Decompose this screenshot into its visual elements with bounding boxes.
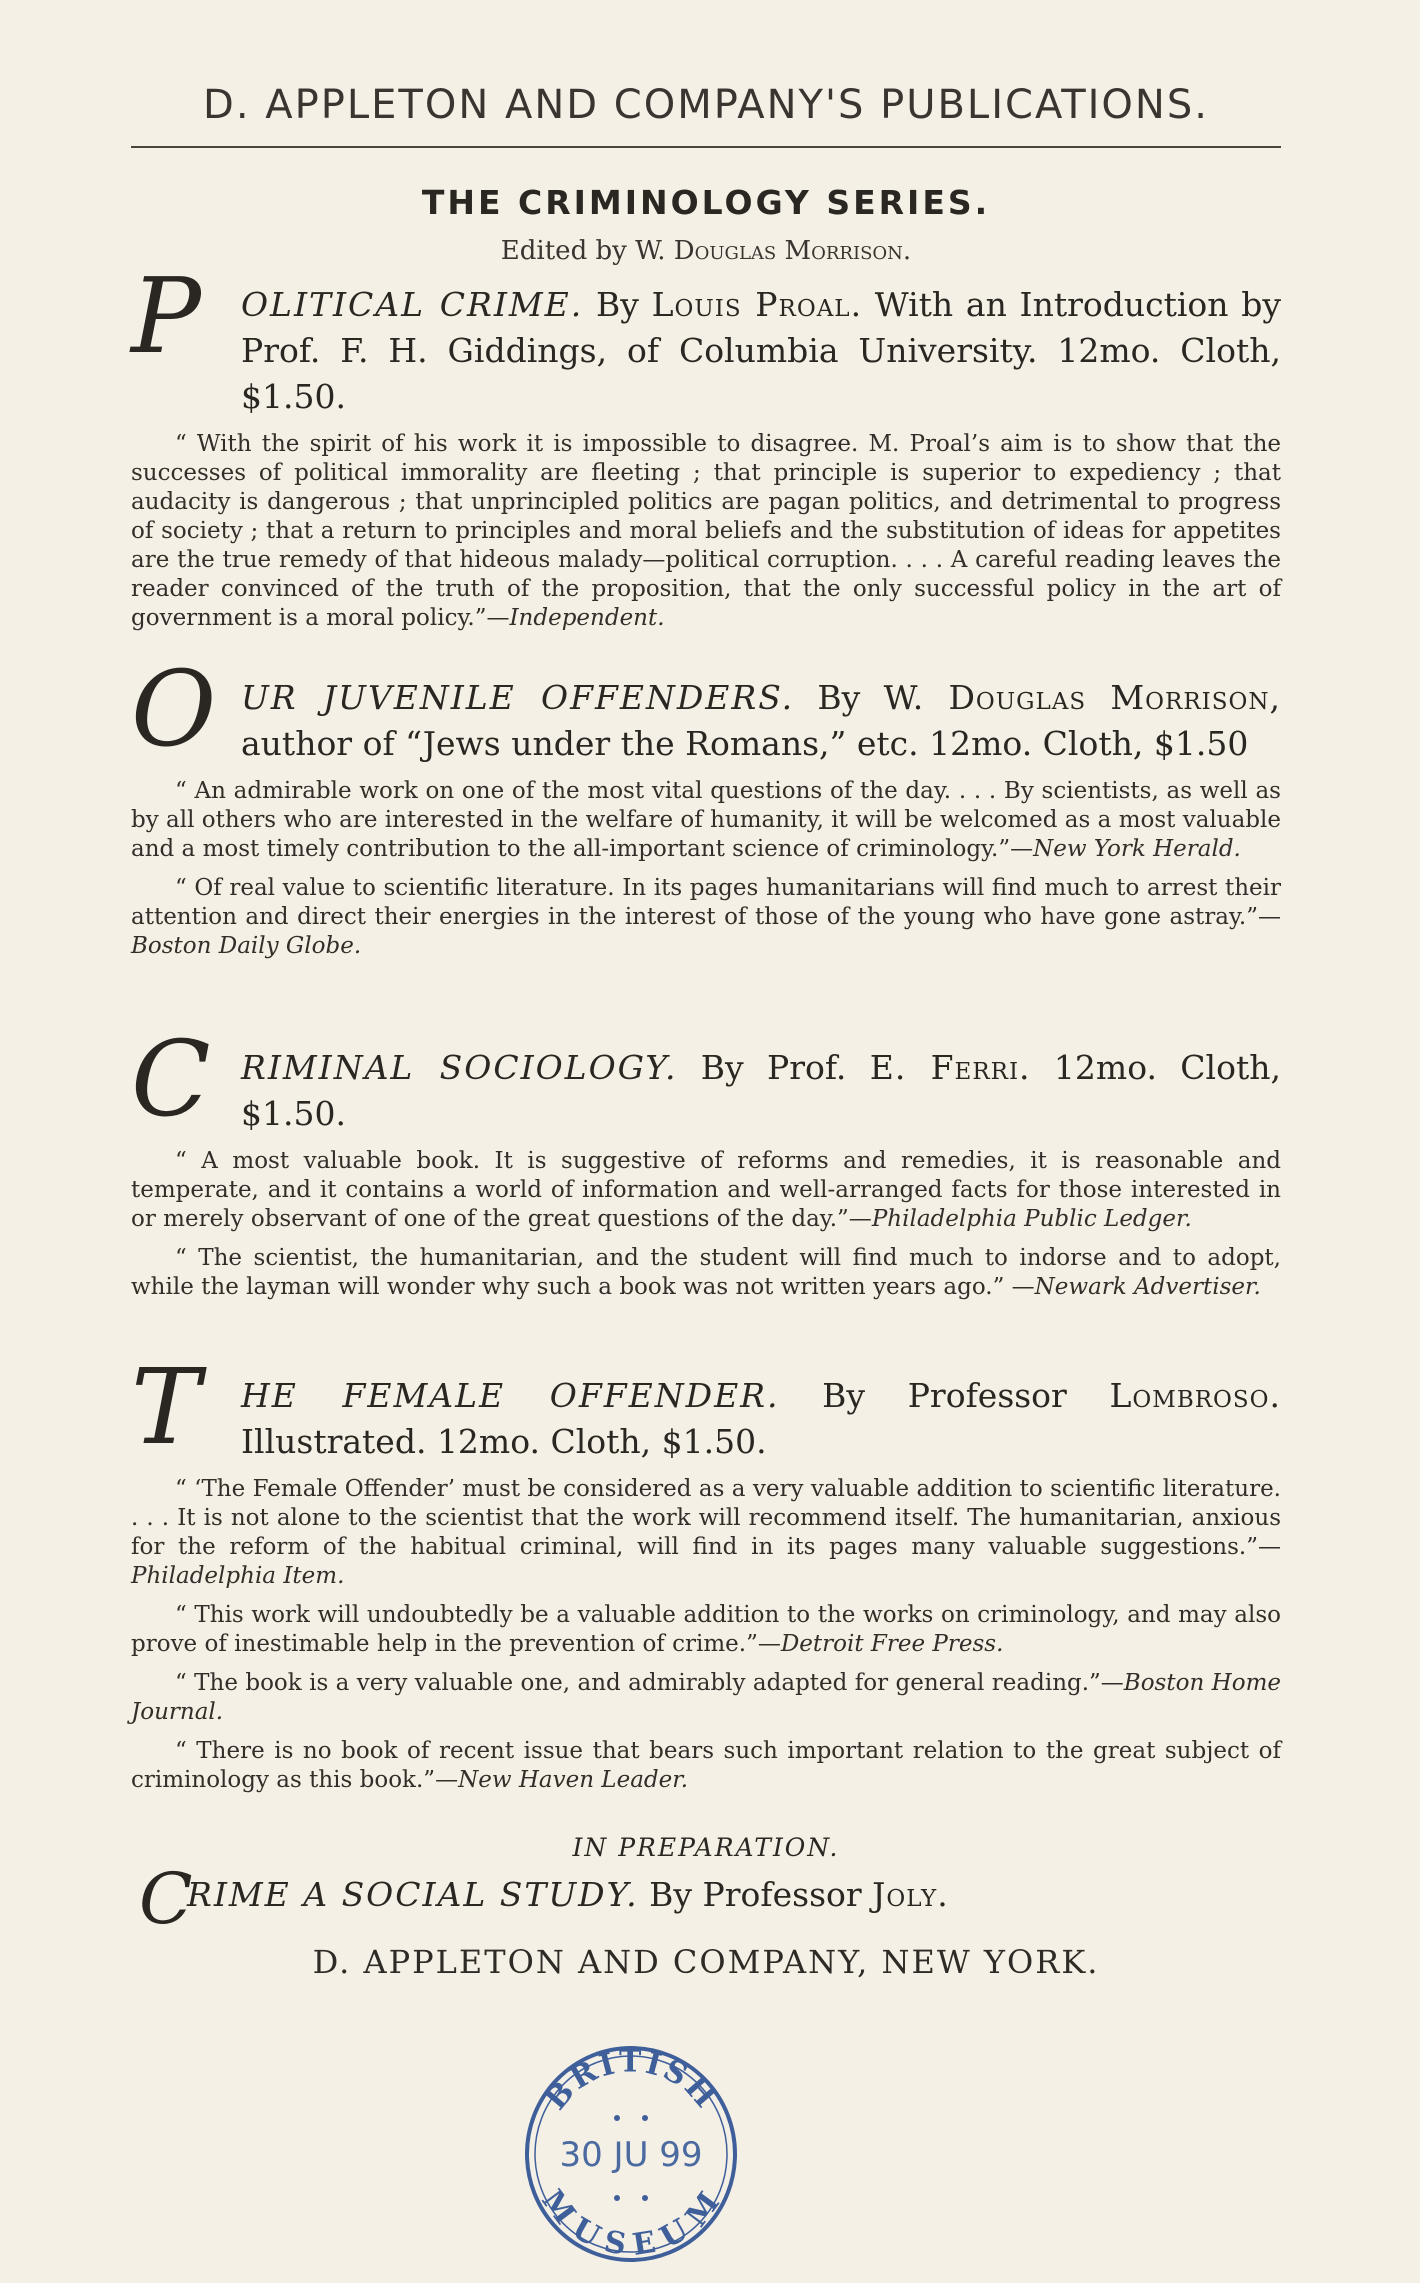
book-title: RIMINAL SOCIOLOGY. bbox=[241, 1048, 678, 1087]
entry-heading bbox=[131, 282, 1281, 420]
drop-cap: C bbox=[139, 1858, 193, 1940]
quote-source: Boston Daily Globe. bbox=[131, 933, 362, 959]
book-author: Joly. bbox=[872, 1875, 949, 1914]
drop-cap: O bbox=[131, 648, 217, 770]
quote-text: “ This work will undoubtedly be a valuable addition to the works on criminology, and may also prove of inestimable help in the prevention of crime.”— bbox=[131, 1602, 1281, 1657]
review-quote bbox=[131, 1737, 1281, 1795]
book-title: OLITICAL CRIME. bbox=[241, 285, 584, 324]
review-quote bbox=[131, 1601, 1281, 1659]
review-quote bbox=[131, 1147, 1281, 1234]
stamp-dot bbox=[642, 2195, 648, 2201]
review-quote bbox=[131, 874, 1281, 961]
publisher-footer: D. APPLETON AND COMPANY, NEW YORK. bbox=[312, 1943, 1100, 1981]
editor-name: W. Douglas Morrison. bbox=[635, 236, 912, 266]
quote-text: “ With the spirit of his work it is impossible to disagree. M. Proal’s aim is to show that the successes of political immorality are fleeting ; that principle is superior to expediency ; that audacity is dangerous ; that unprincipled politics are pagan politics, and detrimental to progress of society ; that a return to principles and moral beliefs and the substitution of ideas for appetites are the true remedy of that hideous malady—political corruption. . . . A careful reading leaves the reader convinced of the truth of the proposition, that the only successful policy in the art of government is a moral policy.”— bbox=[131, 431, 1281, 631]
quote-source: Newark Advertiser. bbox=[1034, 1274, 1261, 1300]
entry-heading bbox=[131, 1045, 1281, 1137]
quote-source: Boston Home Journal. bbox=[131, 1670, 1281, 1725]
entry-heading bbox=[131, 675, 1281, 767]
book-title: RIME A SOCIAL STUDY. bbox=[187, 1875, 639, 1914]
stamp-bottom-text: MUSEUM bbox=[534, 2183, 729, 2264]
entry-female-offender bbox=[131, 1346, 1281, 1795]
entry-juvenile-offenders bbox=[131, 648, 1281, 961]
review-quote bbox=[131, 1244, 1281, 1302]
review-quote bbox=[131, 430, 1281, 633]
book-title: UR JUVENILE OFFENDERS. bbox=[241, 678, 795, 717]
book-title: HE FEMALE OFFENDER. bbox=[241, 1376, 780, 1415]
stamp-dot bbox=[614, 2115, 620, 2121]
quote-text: “ Of real value to scientific literature. In its pages humanitarians will find much to arrest their attention and direct their energies in the interest of those of the young who have gone astray.”— bbox=[131, 875, 1281, 930]
quote-source: Detroit Free Press. bbox=[780, 1631, 1004, 1657]
entry-crime-social-study bbox=[131, 1858, 1281, 1940]
stamp-date: 30 JU 99 bbox=[559, 2135, 703, 2175]
series-title: THE CRIMINOLOGY SERIES. bbox=[421, 183, 991, 222]
by-label: By bbox=[817, 678, 861, 717]
quote-source: New York Herald. bbox=[1033, 836, 1241, 862]
page-header: D. APPLETON AND COMPANY'S PUBLICATIONS. bbox=[203, 82, 1209, 128]
by-label: By Professor bbox=[822, 1376, 1067, 1415]
quote-text: “ A most valuable book. It is suggestive of reforms and remedies, it is reasonable and temperate, and it contains a world of information and well-arranged facts for those interested in or merely observant of one of the great questions of the day.”— bbox=[131, 1148, 1281, 1232]
stamp-dot bbox=[642, 2115, 648, 2121]
drop-cap: P bbox=[131, 255, 201, 377]
stamp-dot bbox=[614, 2195, 620, 2201]
in-preparation-label: IN PREPARATION. bbox=[572, 1833, 840, 1862]
review-quote bbox=[131, 1475, 1281, 1591]
british-museum-stamp bbox=[519, 2042, 744, 2267]
quote-text: “ The scientist, the humanitarian, and the student will find much to indorse and to adopt, while the layman will wonder why such a book was not written years ago.” — bbox=[131, 1245, 1281, 1300]
entry-heading bbox=[131, 1373, 1281, 1465]
by-label: By Prof. bbox=[700, 1048, 847, 1087]
quote-text: “ The book is a very valuable one, and admirably adapted for general reading.”— bbox=[175, 1670, 1124, 1696]
book-details: 12mo. Cloth, $1.50. bbox=[241, 1048, 1281, 1133]
edited-by-label: Edited by bbox=[500, 236, 627, 266]
book-details: Illustrated. 12mo. Cloth, $1.50. bbox=[241, 1422, 767, 1461]
stamp-top-text: BRITISH bbox=[538, 2044, 725, 2117]
drop-cap: T bbox=[131, 1346, 201, 1468]
entry-criminal-sociology bbox=[131, 1018, 1281, 1302]
review-quote bbox=[131, 777, 1281, 864]
quote-source: New Haven Leader. bbox=[458, 1767, 689, 1793]
quote-source: Philadelphia Item. bbox=[131, 1563, 345, 1589]
drop-cap: C bbox=[131, 1018, 211, 1140]
by-label: By bbox=[595, 285, 639, 324]
book-author: W. Douglas Morrison, bbox=[883, 678, 1281, 717]
book-author: E. Ferri. bbox=[869, 1048, 1031, 1087]
quote-source: Philadelphia Public Ledger. bbox=[871, 1206, 1192, 1232]
quote-text: “ An admirable work on one of the most vital questions of the day. . . . By scientists, as well as by all others who are interested in the welfare of humanity, it will be welcomed as a most valuable and a most timely contribution to the all-important science of criminology.”— bbox=[131, 778, 1281, 862]
by-label: By Professor bbox=[649, 1875, 862, 1914]
quote-source: Independent. bbox=[509, 605, 665, 631]
book-details: With an Introduction by Prof. F. H. Giddings, of Columbia University. 12mo. Cloth, $1.50. bbox=[241, 285, 1281, 416]
book-author: Louis Proal. bbox=[651, 285, 863, 324]
quote-text: “ ‘The Female Offender’ must be considered as a very valuable addition to scientific literature. . . . It is not alone to the scientist that the work will recommend itself. The humanitarian, anxious for the reform of the habitual criminal, will find in its pages many valuable suggestions.”— bbox=[131, 1476, 1281, 1560]
review-quote bbox=[131, 1669, 1281, 1727]
quote-text: “ There is no book of recent issue that bears such important relation to the great subject of criminology as this book.”— bbox=[131, 1738, 1281, 1793]
book-author: Lombroso. bbox=[1109, 1376, 1281, 1415]
header-rule bbox=[131, 146, 1281, 148]
entry-political-crime bbox=[131, 255, 1281, 633]
entry-heading bbox=[131, 1872, 1281, 1918]
series-editor bbox=[131, 236, 1281, 266]
book-details: author of “Jews under the Romans,” etc. 12mo. Cloth, $1.50 bbox=[241, 724, 1249, 763]
